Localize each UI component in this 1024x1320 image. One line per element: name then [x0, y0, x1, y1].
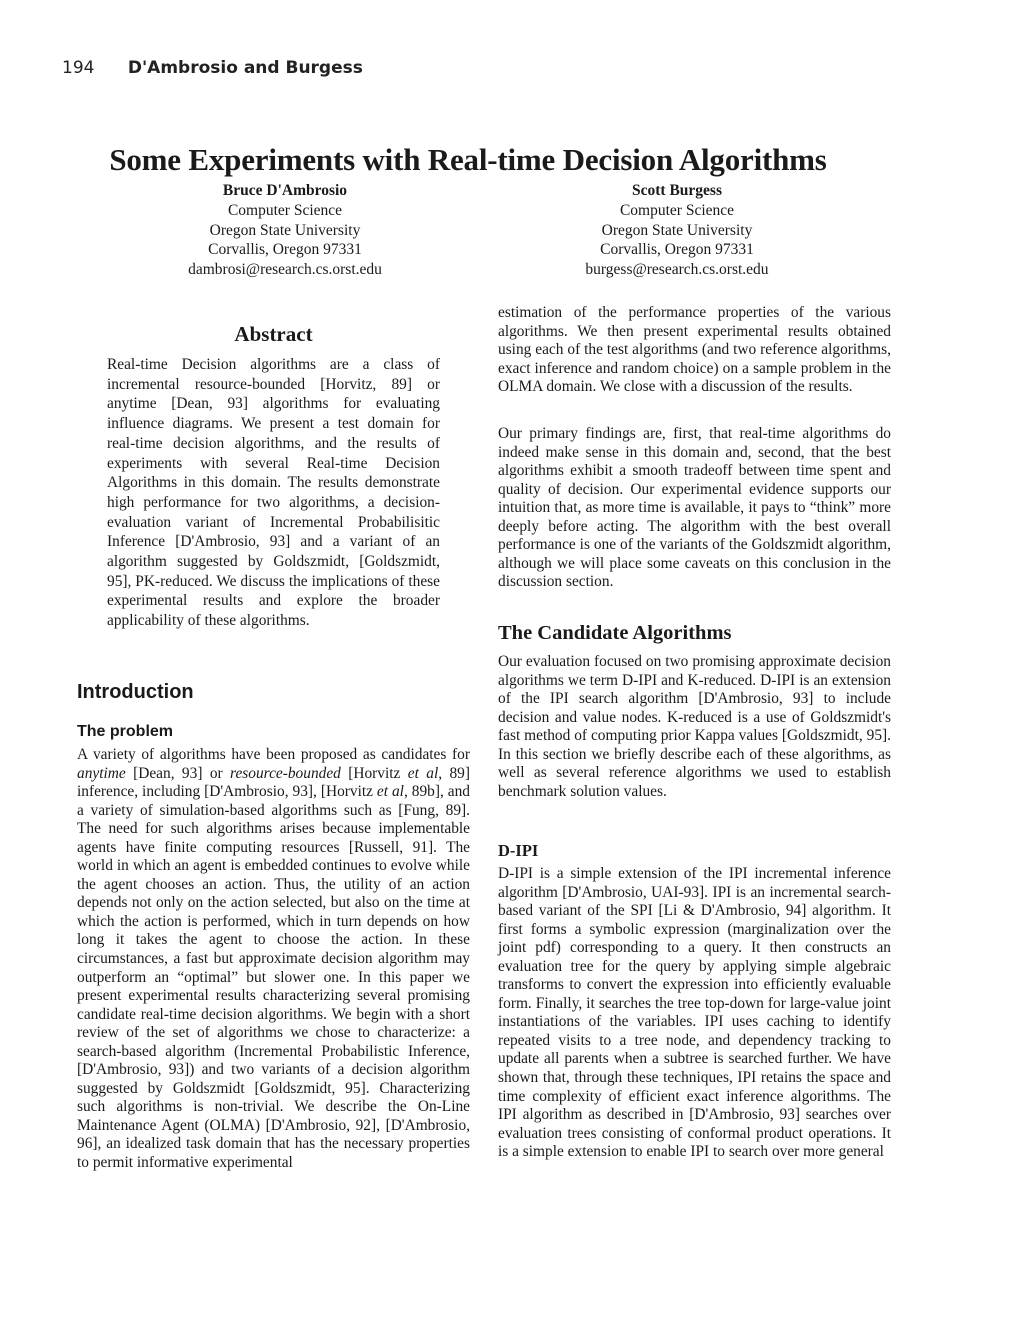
author-name: Scott Burgess	[632, 182, 722, 199]
candidate-algorithms-heading: The Candidate Algorithms	[498, 622, 732, 644]
author-email: burgess@research.cs.orst.edu	[585, 261, 769, 279]
author-university: Oregon State University	[209, 221, 361, 239]
dipi-paragraph: D-IPI is a simple extension of the IPI incremental inference algorithm [D'Ambrosio, UAI-93]. IPI is an incremental search-based variant of the SPI [Li & D'Ambrosio, 94] algorithm. It first forms a symbolic expression (marginalization over the joint pdf) corresponding to a query. It then constructs an evaluation tree for the query by applying simple algebraic transforms to convert the expression into efficiently evaluable form. Finally, it searches the tree top-down for large-value joint instantiations of the variables. IPI uses caching to identify repeated visits to a tree node, and dependency tracking to update all parents when a subtree is searched further. We have shown that, through these techniques, IPI retains the space and time complexity of efficient exact inference algorithms. The IPI algorithm as described in [D'Ambrosio, 93] searches over evaluation trees consisting of conformal product operations. It is a simple extension to enable IPI to search over more general	[498, 865, 891, 1161]
author-email: dambrosi@research.cs.orst.edu	[188, 261, 382, 279]
author-university: Oregon State University	[601, 221, 753, 239]
introduction-paragraph: A variety of algorithms have been proposed as candidates for anytime [Dean, 93] or resource-bounded [Horvitz et al, 89] inference, including [D'Ambrosio, 93], [Horvitz et al, 89b], and a variety of simulation-based algorithms such as [Fung, 89]. The need for such algorithms arises because implementable agents have finite computing resources [Russell, 91]. The world in which an agent is embedded continues to evolve while the agent chooses an action. Thus, the utility of an action depends not only on the action selected, but also on the time at which the action is performed, which in turn depends on how long it takes the agent to choose the action. In these circumstances, a fast but approximate decision algorithm may outperform an “optimal” but slower one. In this paper we present experimental results characterizing several promising candidate real-time decision algorithms. We begin with a short review of the set of algorithms we chose to characterize: a search-based algorithm (Incremental Probabilistic Inference, [D'Ambrosio, 93]) and two variants of a decision algorithm suggested by Goldszmidt [Goldszmidt, 95]. Characterizing such algorithms is non-trivial. We describe the On-Line Maintenance Agent (OLMA) [D'Ambrosio, 92], [D'Ambrosio, 96], an idealized task domain that has the necessary properties to permit informative experimental	[77, 746, 471, 1172]
abstract-heading: Abstract	[234, 322, 313, 346]
introduction-heading: Introduction	[77, 681, 194, 703]
author-dept: Computer Science	[619, 201, 735, 219]
paper-title: Some Experiments with Real-time Decision Algorithms	[109, 142, 827, 177]
author-name: Bruce D'Ambrosio	[222, 182, 348, 199]
author-block-1	[120, 181, 450, 280]
author-city: Corvallis, Oregon 97331	[600, 241, 754, 259]
problem-subheading: The problem	[77, 723, 174, 740]
page-number: 194	[62, 58, 95, 78]
author-city: Corvallis, Oregon 97331	[208, 241, 362, 259]
candidate-algorithms-paragraph: Our evaluation focused on two promising approximate decision algorithms we term D-IPI and K-reduced. D-IPI is an extension of the IPI search algorithm [D'Ambrosio, 93] to include decision and value nodes. K-reduced is a use of Goldszmidt's fast method of computing prior Kappa values [Goldszmidt, 95]. In this section we briefly describe each of these algorithms, as well as several reference algorithms we used to establish benchmark solution values.	[498, 653, 891, 800]
author-block-2	[512, 181, 842, 280]
running-head-authors: D'Ambrosio and Burgess	[127, 58, 363, 78]
dipi-subheading: D-IPI	[498, 841, 539, 860]
author-dept: Computer Science	[227, 201, 343, 219]
findings-paragraph: Our primary findings are, first, that real-time algorithms do indeed make sense in this domain and, second, that the best algorithms exhibit a smooth tradeoff between time spent and quality of decision. Our experimental evidence supports our intuition that, as more time is available, it pays to “think” more deeply before acting. The algorithm with the best overall performance is one of the variants of the Goldszmidt algorithm, although we will place some caveats on this conclusion in the discussion section.	[498, 425, 891, 591]
abstract-text: Real-time Decision algorithms are a class of incremental resource-bounded [Horvitz, 89] or anytime [Dean, 93] algorithms for evaluating influence diagrams. We present a test domain for real-time decision algorithms, and the results of experiments with several Real-time Decision Algorithms in this domain. The results demonstrate high performance for two algorithms, a decision-evaluation variant of Incremental Probabilisitic Inference [D'Ambrosio, 93] and a variant of an algorithm suggested by Goldszmidt, [Goldszmidt, 95], PK-reduced. We discuss the implications of these experimental results and explore the broader applicability of these algorithms.	[107, 356, 440, 630]
intro-continuation-paragraph: estimation of the performance properties of the various algorithms. We then present experimental results obtained using each of the test algorithms (and two reference algorithms, exact inference and random choice) on a sample problem in the OLMA domain. We close with a discussion of the results.	[498, 304, 891, 396]
running-head	[62, 58, 363, 78]
